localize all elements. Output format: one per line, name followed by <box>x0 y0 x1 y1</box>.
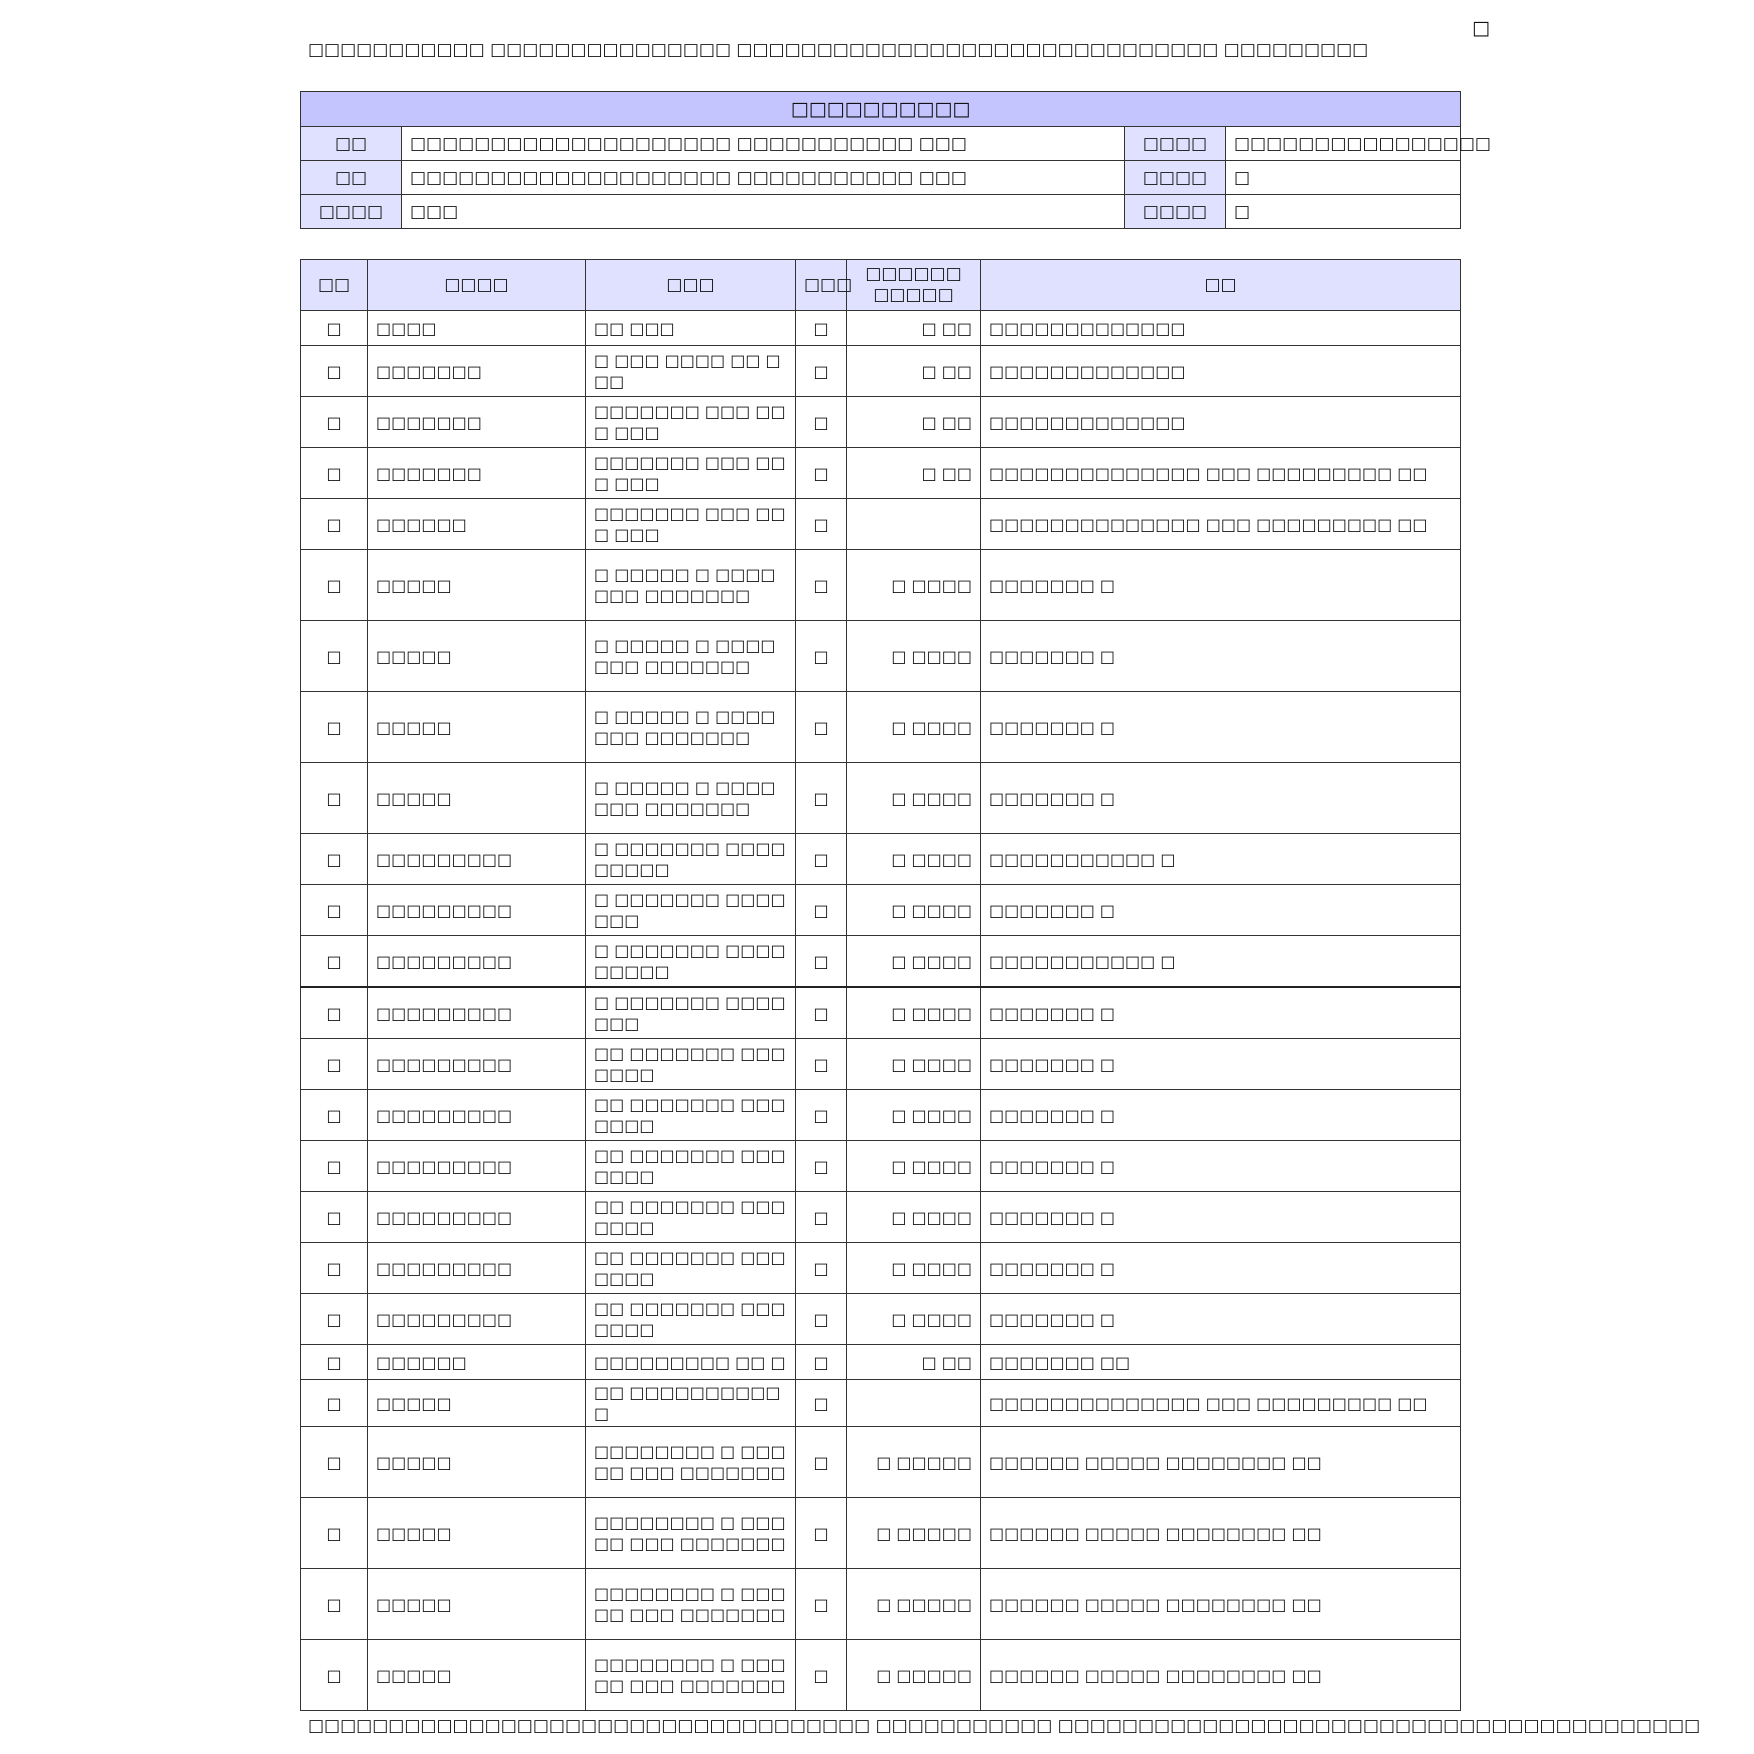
cell-unit: □ <box>796 621 847 692</box>
cell-no: □ <box>301 1345 368 1380</box>
cell-no: □ <box>301 1090 368 1141</box>
table-row <box>301 448 1461 499</box>
cell-amount: □ □□ <box>847 346 981 397</box>
cell-unit: □ <box>796 1192 847 1243</box>
cell-description: □□□□□□□ □□□ □□□ □□□ <box>586 397 796 448</box>
cell-no: □ <box>301 885 368 936</box>
header-unit: □□□ <box>796 260 847 311</box>
cell-no: □ <box>301 834 368 885</box>
cell-description: □□ □□□□□□□ □□□□□□□ <box>586 1294 796 1345</box>
cell-description: □□ □□□□□□□ □□□□□□□ <box>586 1090 796 1141</box>
cell-unit: □ <box>796 1141 847 1192</box>
cell-note: □□□□□□ □□□□□ □□□□□□□□ □□ <box>981 1427 1461 1498</box>
cell-description: □□ □□□□□□□ □□□□□□□ <box>586 1192 796 1243</box>
cell-no: □ <box>301 1569 368 1640</box>
cell-description: □□□□□□□□ □ □□□□□ □□□ □□□□□□□ <box>586 1427 796 1498</box>
cell-unit: □ <box>796 311 847 346</box>
header-amount: □□□□□□ □□□□□ <box>847 260 981 311</box>
table-row <box>301 550 1461 621</box>
item-table <box>300 259 1461 1711</box>
cell-code: □□□□□□□□□ <box>368 834 586 885</box>
cell-code: □□□□□□ <box>368 499 586 550</box>
cell-unit: □ <box>796 1294 847 1345</box>
cell-no: □ <box>301 692 368 763</box>
cell-code: □□□□□ <box>368 692 586 763</box>
table-row <box>301 346 1461 397</box>
info-label: □□ <box>301 161 402 195</box>
footer-note: □□□□□□□□□□□□□□□□□□□□□□□□□□□□□□□□□□□ □□□□□□□□□□□ □□□□□□□□□□□□□□□□□□□□□□□□□□□□□□□□□□□□□□□□ <box>308 1716 1701 1736</box>
table-row <box>301 1380 1461 1427</box>
cell-amount: □ □□□□ <box>847 692 981 763</box>
cell-amount: □ □□□□□ <box>847 1427 981 1498</box>
table-row <box>301 1498 1461 1569</box>
cell-unit: □ <box>796 1090 847 1141</box>
cell-no: □ <box>301 311 368 346</box>
cell-unit: □ <box>796 397 847 448</box>
cell-unit: □ <box>796 499 847 550</box>
cell-amount <box>847 1380 981 1427</box>
cell-description: □□□□□□□□ □ □□□□□ □□□ □□□□□□□ <box>586 1498 796 1569</box>
cell-code: □□□□□ <box>368 621 586 692</box>
info-label: □□□□ <box>1125 195 1226 229</box>
cell-no: □ <box>301 763 368 834</box>
cell-no: □ <box>301 1039 368 1090</box>
cell-unit: □ <box>796 1569 847 1640</box>
cell-code: □□□□□□□□□ <box>368 936 586 988</box>
cell-description: □□□□□□□□ □ □□□□□ □□□ □□□□□□□ <box>586 1640 796 1711</box>
cell-description: □ □□□ □□□□ □□ □□□ <box>586 346 796 397</box>
table-row <box>301 936 1461 988</box>
cell-note: □□□□□□□ □ <box>981 1192 1461 1243</box>
table-row <box>301 1345 1461 1380</box>
cell-code: □□□□□ <box>368 550 586 621</box>
cell-unit: □ <box>796 763 847 834</box>
cell-no: □ <box>301 936 368 988</box>
cell-code: □□□□□ <box>368 1498 586 1569</box>
table-row <box>301 621 1461 692</box>
cell-description: □□□□□□□□ □ □□□□□ □□□ □□□□□□□ <box>586 1569 796 1640</box>
cell-no: □ <box>301 550 368 621</box>
cell-note: □□□□□□□ □ <box>981 550 1461 621</box>
cell-unit: □ <box>796 1039 847 1090</box>
cell-code: □□□□□□□□□ <box>368 1192 586 1243</box>
cell-unit: □ <box>796 550 847 621</box>
cell-description: □ □□□□□ □ □□□□□□□ □□□□□□□ <box>586 692 796 763</box>
cell-note: □□□□□□□□□□□□□□ □□□ □□□□□□□□□ □□ <box>981 1380 1461 1427</box>
cell-note: □□□□□□□□□□□ □ <box>981 834 1461 885</box>
cell-code: □□□□□ <box>368 1569 586 1640</box>
table-row <box>301 397 1461 448</box>
cell-no: □ <box>301 1141 368 1192</box>
cell-description: □□ □□□ <box>586 311 796 346</box>
cell-note: □□□□□□ □□□□□ □□□□□□□□ □□ <box>981 1640 1461 1711</box>
info-label: □□□□ <box>1125 161 1226 195</box>
cell-code: □□□□□□□□□ <box>368 1243 586 1294</box>
info-value: □□□□□□□□□□□□□□□□□□□□ □□□□□□□□□□□ □□□ <box>402 161 1125 195</box>
cell-amount: □ □□□□ <box>847 885 981 936</box>
cell-note: □□□□□□□ □□ <box>981 1345 1461 1380</box>
cell-note: □□□□□□□ □ <box>981 885 1461 936</box>
cell-description: □□ □□□□□□□□□□□ <box>586 1380 796 1427</box>
cell-description: □□ □□□□□□□ □□□□□□□ <box>586 1039 796 1090</box>
cell-unit: □ <box>796 1427 847 1498</box>
table-row <box>301 499 1461 550</box>
info-label: □□ <box>301 127 402 161</box>
cell-note: □□□□□□□ □ <box>981 1039 1461 1090</box>
cell-note: □□□□□□□ □ <box>981 1243 1461 1294</box>
cell-amount: □ □□□□□ <box>847 1569 981 1640</box>
table-row <box>301 885 1461 936</box>
cell-unit: □ <box>796 692 847 763</box>
cell-code: □□□□□□□□□ <box>368 987 586 1039</box>
cell-code: □□□□□□□ <box>368 448 586 499</box>
cell-code: □□□□□ <box>368 1380 586 1427</box>
info-row <box>301 127 1461 161</box>
cell-note: □□□□□□□ □ <box>981 692 1461 763</box>
cell-amount: □ □□□□ <box>847 763 981 834</box>
cell-note: □□□□□□□□□□□□□ <box>981 397 1461 448</box>
table-row <box>301 311 1461 346</box>
cell-note: □□□□□□□ □ <box>981 987 1461 1039</box>
page-number: □ <box>1472 17 1490 39</box>
cell-unit: □ <box>796 1243 847 1294</box>
header-note: □□□□□□□□□□□ □□□□□□□□□□□□□□□ □□□□□□□□□□□□□□□□□□□□□□□□□□□□□□ □□□□□□□□□ <box>308 40 1369 60</box>
cell-amount: □ □□□□ <box>847 1294 981 1345</box>
cell-amount: □ □□□□ <box>847 1090 981 1141</box>
cell-no: □ <box>301 1294 368 1345</box>
cell-description: □□□□□□□□□ □□ □ <box>586 1345 796 1380</box>
info-value: □□□□□□□□□□□□□□□□□□□□ □□□□□□□□□□□ □□□ <box>402 127 1125 161</box>
header-note: □□ <box>981 260 1461 311</box>
cell-no: □ <box>301 1498 368 1569</box>
cell-amount: □ □□□□ <box>847 987 981 1039</box>
cell-note: □□□□□□□ □ <box>981 621 1461 692</box>
cell-amount: □ □□ <box>847 448 981 499</box>
cell-note: □□□□□□□□□□□□□□ □□□ □□□□□□□□□ □□ <box>981 499 1461 550</box>
cell-code: □□□□□ <box>368 1640 586 1711</box>
cell-note: □□□□□□□ □ <box>981 1090 1461 1141</box>
cell-description: □ □□□□□□□ □□□□□□□□□ <box>586 834 796 885</box>
cell-note: □□□□□□□ □ <box>981 1294 1461 1345</box>
cell-code: □□□□ <box>368 311 586 346</box>
cell-amount <box>847 499 981 550</box>
cell-code: □□□□□□□□□ <box>368 1090 586 1141</box>
cell-unit: □ <box>796 1345 847 1380</box>
cell-amount: □ □□ <box>847 397 981 448</box>
table-row <box>301 1294 1461 1345</box>
cell-amount: □ □□ <box>847 311 981 346</box>
table-header-row <box>301 260 1461 311</box>
table-row <box>301 834 1461 885</box>
cell-no: □ <box>301 448 368 499</box>
cell-description: □ □□□□□□□ □□□□□□□ <box>586 987 796 1039</box>
table-row <box>301 1569 1461 1640</box>
cell-code: □□□□□□ <box>368 1345 586 1380</box>
cell-code: □□□□□□□□□ <box>368 1039 586 1090</box>
info-value: □ <box>1226 195 1461 229</box>
table-row <box>301 1090 1461 1141</box>
cell-no: □ <box>301 1427 368 1498</box>
cell-unit: □ <box>796 1498 847 1569</box>
table-row <box>301 692 1461 763</box>
cell-note: □□□□□□□□□□□ □ <box>981 936 1461 988</box>
cell-unit: □ <box>796 936 847 988</box>
cell-amount: □ □□□□ <box>847 1039 981 1090</box>
table-row <box>301 763 1461 834</box>
info-label: □□□□ <box>301 195 402 229</box>
cell-code: □□□□□□□□□ <box>368 1294 586 1345</box>
cell-note: □□□□□□□ □ <box>981 763 1461 834</box>
cell-amount: □ □□□□□ <box>847 1640 981 1711</box>
cell-amount: □ □□□□ <box>847 1243 981 1294</box>
cell-amount: □ □□ <box>847 1345 981 1380</box>
cell-amount: □ □□□□ <box>847 621 981 692</box>
table-row <box>301 1427 1461 1498</box>
cell-note: □□□□□□□ □ <box>981 1141 1461 1192</box>
info-title: □□□□□□□□□□ <box>301 92 1461 127</box>
cell-description: □□□□□□□ □□□ □□□ □□□ <box>586 448 796 499</box>
info-row <box>301 161 1461 195</box>
cell-description: □□ □□□□□□□ □□□□□□□ <box>586 1141 796 1192</box>
header-code: □□□□ <box>368 260 586 311</box>
table-row <box>301 1192 1461 1243</box>
info-value: □ <box>1226 161 1461 195</box>
info-row <box>301 195 1461 229</box>
cell-no: □ <box>301 397 368 448</box>
cell-unit: □ <box>796 1380 847 1427</box>
table-row <box>301 1243 1461 1294</box>
table-row <box>301 1640 1461 1711</box>
cell-description: □□□□□□□ □□□ □□□ □□□ <box>586 499 796 550</box>
cell-code: □□□□□□□ <box>368 346 586 397</box>
header-description: □□□ <box>586 260 796 311</box>
cell-note: □□□□□□□□□□□□□ <box>981 346 1461 397</box>
cell-description: □□ □□□□□□□ □□□□□□□ <box>586 1243 796 1294</box>
cell-code: □□□□□□□ <box>368 397 586 448</box>
cell-note: □□□□□□□□□□□□□ <box>981 311 1461 346</box>
cell-amount: □ □□□□ <box>847 834 981 885</box>
cell-unit: □ <box>796 987 847 1039</box>
cell-no: □ <box>301 1192 368 1243</box>
info-value: □□□ <box>402 195 1125 229</box>
cell-amount: □ □□□□ <box>847 1192 981 1243</box>
table-row <box>301 987 1461 1039</box>
cell-no: □ <box>301 1243 368 1294</box>
cell-description: □ □□□□□ □ □□□□□□□ □□□□□□□ <box>586 763 796 834</box>
cell-description: □ □□□□□□□ □□□□□□□ <box>586 885 796 936</box>
cell-description: □ □□□□□ □ □□□□□□□ □□□□□□□ <box>586 621 796 692</box>
cell-no: □ <box>301 987 368 1039</box>
cell-code: □□□□□□□□□ <box>368 1141 586 1192</box>
cell-no: □ <box>301 1380 368 1427</box>
cell-code: □□□□□ <box>368 1427 586 1498</box>
cell-code: □□□□□□□□□ <box>368 885 586 936</box>
cell-unit: □ <box>796 885 847 936</box>
cell-unit: □ <box>796 448 847 499</box>
cell-amount: □ □□□□ <box>847 936 981 988</box>
cell-note: □□□□□□ □□□□□ □□□□□□□□ □□ <box>981 1498 1461 1569</box>
table-row <box>301 1039 1461 1090</box>
info-table <box>300 91 1491 229</box>
cell-note: □□□□□□ □□□□□ □□□□□□□□ □□ <box>981 1569 1461 1640</box>
cell-description: □ □□□□□ □ □□□□□□□ □□□□□□□ <box>586 550 796 621</box>
info-value: □□□□□□□□□□□□□□□□ <box>1226 127 1461 161</box>
table-row <box>301 1141 1461 1192</box>
cell-note: □□□□□□□□□□□□□□ □□□ □□□□□□□□□ □□ <box>981 448 1461 499</box>
cell-no: □ <box>301 621 368 692</box>
cell-no: □ <box>301 1640 368 1711</box>
cell-unit: □ <box>796 834 847 885</box>
cell-unit: □ <box>796 1640 847 1711</box>
cell-no: □ <box>301 499 368 550</box>
cell-no: □ <box>301 346 368 397</box>
cell-amount: □ □□□□ <box>847 550 981 621</box>
cell-amount: □ □□□□ <box>847 1141 981 1192</box>
cell-unit: □ <box>796 346 847 397</box>
cell-code: □□□□□ <box>368 763 586 834</box>
info-label: □□□□ <box>1125 127 1226 161</box>
header-no: □□ <box>301 260 368 311</box>
cell-amount: □ □□□□□ <box>847 1498 981 1569</box>
cell-description: □ □□□□□□□ □□□□□□□□□ <box>586 936 796 988</box>
